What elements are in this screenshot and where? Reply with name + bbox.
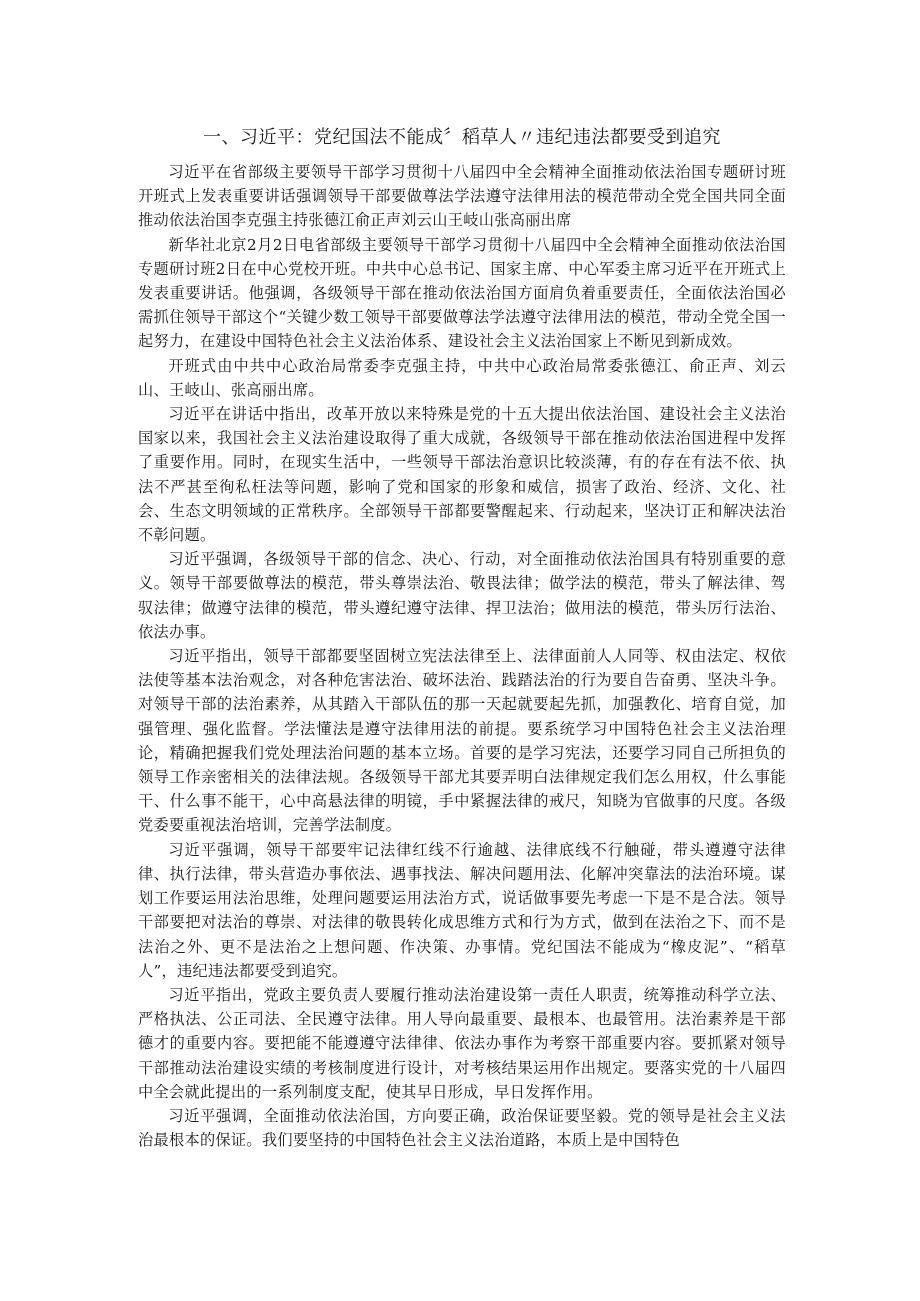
paragraph-5: 习近平强调，各级领导干部的信念、决心、行动，对全面推动依法治国具有特别重要的意义。领导干部要做尊法的模范，带头尊崇法治、敬畏法律；做学法的模范，带头了解法律、驾驭法律；做遵守法律的模范，带头遵纪遵守法律、捍卫法治；做用法的模范，带头厉行法治、依法办事。 <box>138 550 786 641</box>
document-title: 一、习近平：党纪国法不能成〞稻草人〃违纪违法都要受到追究 <box>203 127 721 148</box>
paragraph-4: 习近平在讲话中指出，改革开放以来特殊是党的十五大提出依法治国、建设社会主义法治国家以来，我国社会主义法治建设取得了重大成就，各级领导干部在推动依法治国进程中发挥了重要作用。同时，在现实生活中，一些领导干部法治意识比较淡薄，有的存在有法不依、执法不严甚至徇私枉法等问题，影响了党和国家的形象和威信，损害了政治、经济、文化、社会、生态文明领域的正常秩序。全部领导干部都要警醒起来、行动起来，坚决订正和解决法治不彰问题。 <box>138 405 786 545</box>
paragraph-9: 习近平强调，全面推动依法治国，方向要正确，政治保证要坚毅。党的领导是社会主义法治最根本的保证。我们要坚持的中国特色社会主义法治道路，本质上是中国特色 <box>138 1106 786 1150</box>
paragraph-6: 习近平指出，领导干部都要坚固树立宪法法律至上、法律面前人人同等、权由法定、权依法使等基本法治观念，对各种危害法治、破坏法治、践踏法治的行为要自告奋勇、坚决斗争。对领导干部的法治素养，从其踏入干部队伍的那一天起就要起先抓，加强教化、培育自觉，加强管理、强化监督。学法懂法是遵守法律用法的前提。要系统学习中国特色社会主义法治理论，精确把握我们党处理法治问题的基本立场。首要的是学习宪法，还要学习同自己所担负的领导工作亲密相关的法律法规。各级领导干部尤其要弄明白法律规定我们怎么用权，什么事能干、什么事不能干，心中高悬法律的明镜，手中紧握法律的戒尺，知晓为官做事的尺度。各级党委要重视法治培训，完善学法制度。 <box>138 647 786 835</box>
paragraph-8: 习近平指出，党政主要负责人要履行推动法治建设第一责任人职责，统筹推动科学立法、严格执法、公正司法、全民遵守法律。用人导向最重要、最根本、也最管用。法治素养是干部德才的重要内容。要把能不能遵遵守法律律、依法办事作为考察干部重要内容。要抓紧对领导干部推动法治建设实绩的考核制度进行设计，对考核结果运用作出规定。要落实党的十八届四中全会就此提出的一系列制度支配，使其早日形成，早日发挥作用。 <box>138 985 786 1101</box>
paragraph-1: 习近平在省部级主要领导干部学习贯彻十八届四中全会精神全面推动依法治国专题研讨班开班式上发表重要讲话强调领导干部要做尊法学法遵守法律用法的模范带动全党全国共同全面推动依法治国李克强主持张德江俞正声刘云山王岐山张高丽出席 <box>138 163 786 230</box>
paragraph-2: 新华社北京2月2日电省部级主要领导干部学习贯彻十八届四中全会精神全面推动依法治国专题研讨班2日在中心党校开班。中共中心总书记、国家主席、中心军委主席习近平在开班式上发表重要讲话。他强调，各级领导干部在推动依法治国方面肩负着重要责任，全面依法治国必需抓住领导干部这个“关键少数工领导干部要做尊法学法遵守法律用法的模范，带动全党全国一起努力，在建设中国特色社会主义法治体系、建设社会主义法治国家上不断见到新成效。 <box>138 235 786 351</box>
document-page <box>138 124 786 1152</box>
paragraph-3: 开班式由中共中心政治局常委李克强主持，中共中心政治局常委张德江、俞正声、刘云山、王岐山、张高丽出席。 <box>138 356 786 399</box>
paragraph-7: 习近平强调，领导干部要牢记法律红线不行逾越、法律底线不行触碰，带头遵遵守法律律、执行法律，带头营造办事依法、遇事找法、解决问题用法、化解冲突靠法的法治环境。谋划工作要运用法治思维，处理问题要运用法治方式，说话做事要先考虑一下是不是合法。领导干部要把对法治的尊崇、对法律的敬畏转化成思维方式和行为方式，做到在法治之下、而不是法治之外、更不是法治之上想问题、作决策、办事情。党纪国法不能成为“橡皮泥”、“稻草人”，违纪违法都要受到追究。 <box>138 840 786 980</box>
